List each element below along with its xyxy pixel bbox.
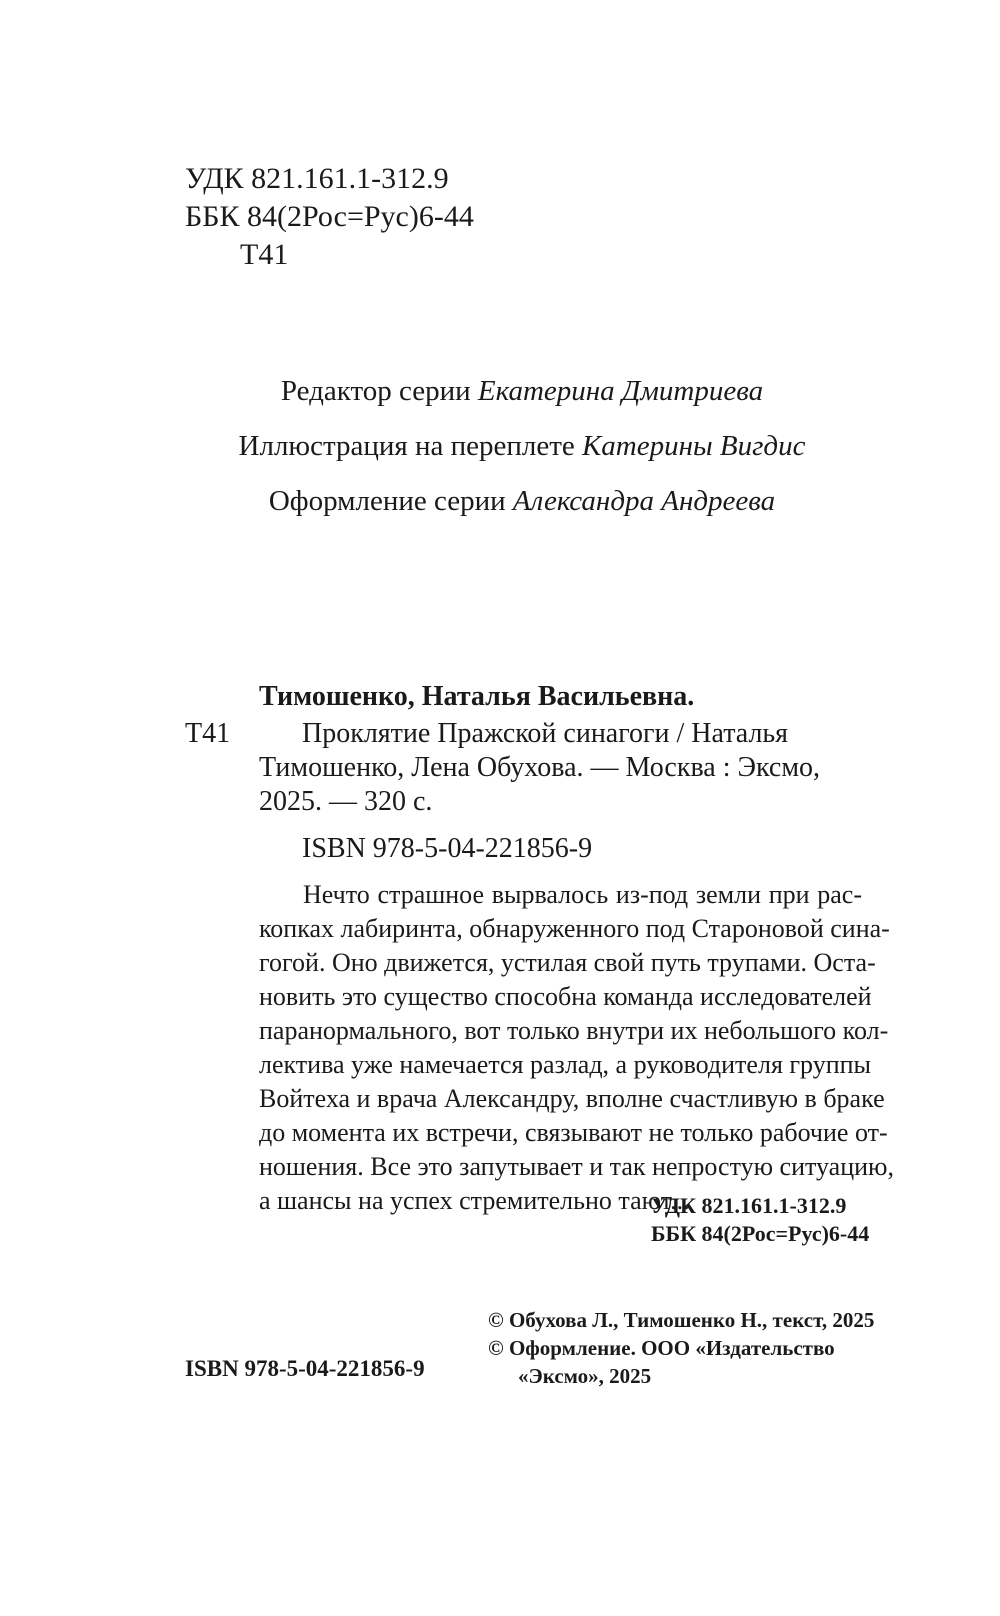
- udk-code-bottom: УДК 821.161.1-312.9: [651, 1193, 847, 1218]
- udk-code-top: УДК 821.161.1-312.9: [185, 162, 449, 195]
- author-heading: Тимошенко, Наталья Васильевна.: [259, 681, 695, 712]
- annotation-line: лектива уже намечается разлад, а руководителя группы: [259, 1050, 872, 1079]
- credit-role: Редактор серии: [280, 375, 478, 407]
- bbk-code-bottom: ББК 84(2Рос=Рус)6-44: [651, 1221, 870, 1246]
- bbk-code-top: ББК 84(2Рос=Рус)6-44: [185, 200, 474, 233]
- annotation-line: копках лабиринта, обнаруженного под Староновой сина-: [259, 914, 890, 943]
- author-code-record: Т41: [185, 718, 231, 749]
- annotation: [259, 878, 894, 1218]
- credit-cover-illustration: [22, 428, 1000, 464]
- credit-name: Екатерина Дмитриева: [477, 375, 764, 407]
- credit-role: Оформление серии: [268, 485, 513, 517]
- annotation-line: новить это существо способна команда исследователей: [259, 982, 872, 1011]
- credit-name: Катерины Вигдис: [582, 430, 806, 462]
- credit-series-design: [22, 483, 1000, 519]
- bib-description-line: Проклятие Пражской синагоги / Наталья: [302, 718, 789, 749]
- credit-name: Александра Андреева: [512, 485, 776, 517]
- annotation-line: паранормального, вот только внутри их небольшого кол-: [259, 1016, 889, 1045]
- annotation-line: Войтеха и врача Александру, вполне счастливую в браке: [259, 1084, 885, 1113]
- credit-series-editor: [22, 373, 1000, 409]
- credit-role: Иллюстрация на переплете: [238, 430, 583, 462]
- copyright-line: © Обухова Л., Тимошенко Н., текст, 2025: [488, 1308, 875, 1332]
- annotation-line: Нечто страшное вырвалось из-под земли при рас-: [303, 880, 862, 909]
- annotation-line: до момента их встречи, связывают не только рабочие от-: [259, 1118, 888, 1147]
- isbn-record: ISBN 978-5-04-221856-9: [302, 833, 593, 864]
- author-code-top: Т41: [240, 238, 289, 271]
- annotation-line: ношения. Все это запутывает и так непростую ситуацию,: [259, 1152, 894, 1181]
- copyright-line: © Оформление. ООО «Издательство: [488, 1336, 835, 1360]
- bib-description-line: 2025. — 320 с.: [259, 786, 433, 817]
- annotation-line: гогой. Оно движется, устилая свой путь трупами. Оста-: [259, 948, 876, 977]
- isbn-bottom: ISBN 978-5-04-221856-9: [185, 1356, 425, 1381]
- bib-description-line: Тимошенко, Лена Обухова. — Москва : Эксмо,: [259, 752, 821, 783]
- copyright-line: «Эксмо», 2025: [518, 1364, 652, 1388]
- annotation-line: а шансы на успех стремительно тают...: [259, 1186, 690, 1215]
